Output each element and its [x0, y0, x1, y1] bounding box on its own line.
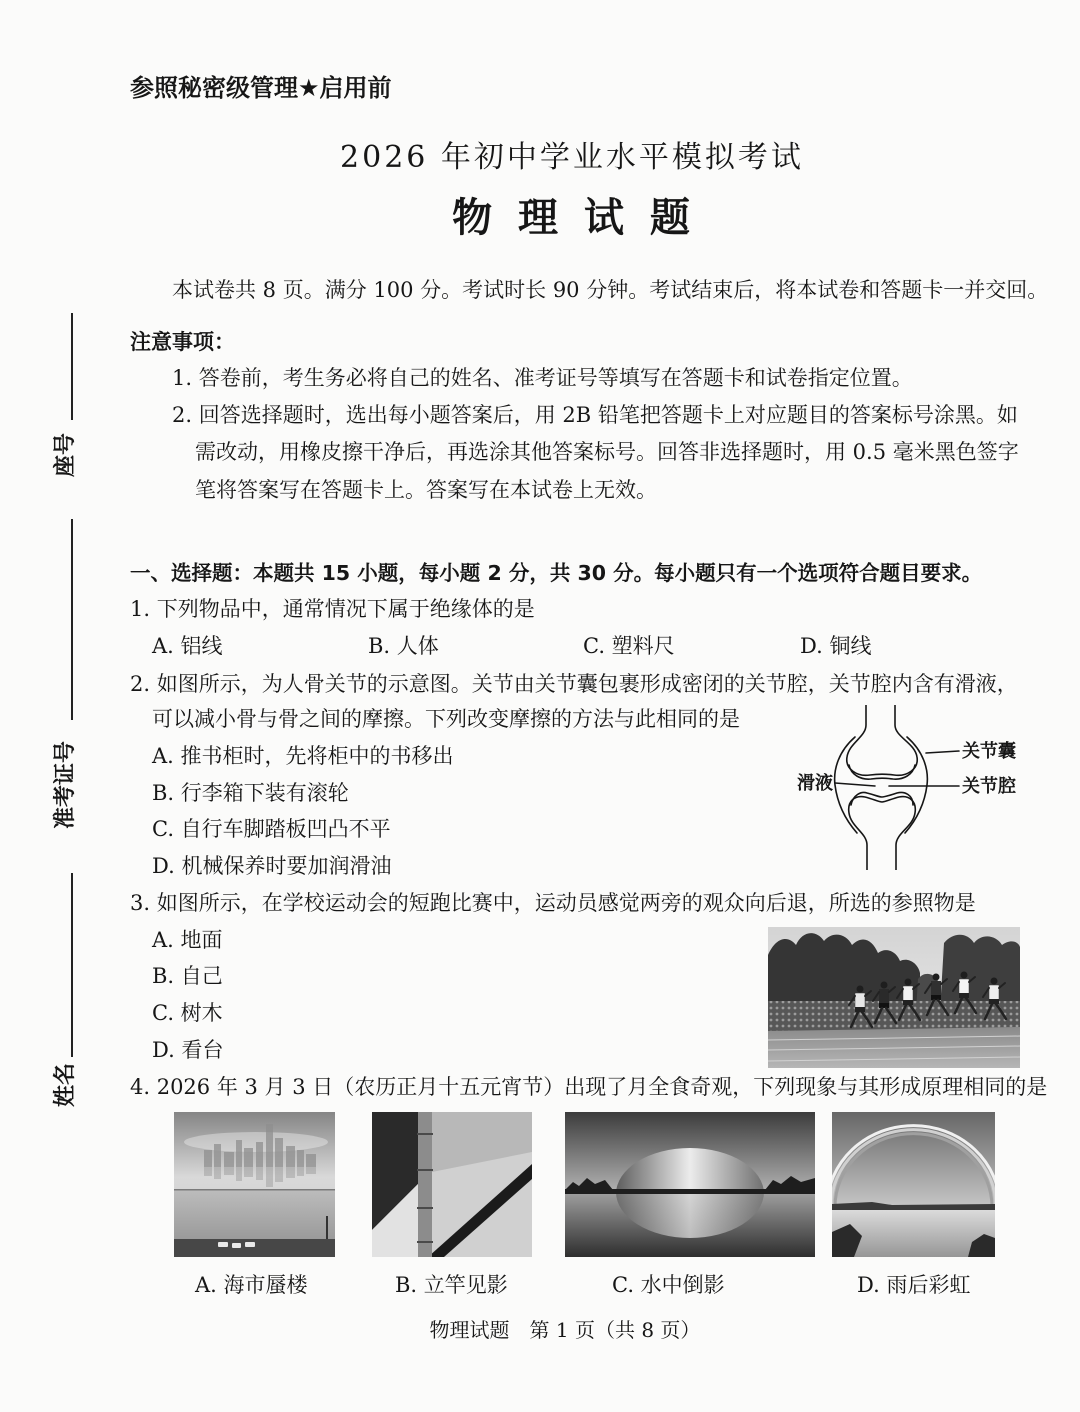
notice-item-2-line-1: 2. 回答选择题时，选出每小题答案后，用 2B 铅笔把答题卡上对应题目的答案标号涂黑。如 [172, 403, 1018, 427]
question-4-option-c: C. 水中倒影 [612, 1273, 725, 1297]
notice-item-1: 1. 答卷前，考生务必将自己的姓名、准考证号等填写在答题卡和试卷指定位置。 [172, 366, 913, 390]
question-2-option-d: D. 机械保养时要加润滑油 [152, 854, 392, 878]
sprint-race-photo [768, 927, 1020, 1068]
question-1-option-c: C. 塑料尺 [583, 634, 675, 658]
lower-cartilage [851, 793, 913, 806]
street-lamp [326, 1216, 328, 1240]
joint-capsule-right [905, 737, 927, 833]
secrecy-notice: 参照秘密级管理★启用前 [130, 74, 392, 102]
question-4-option-b: B. 立竿见影 [395, 1273, 508, 1297]
upper-cartilage [849, 765, 915, 779]
leader-line-capsule [926, 751, 959, 753]
pole-shadow-photo [372, 1112, 532, 1257]
question-1-option-b: B. 人体 [368, 634, 439, 658]
question-2-stem-line-1: 2. 如图所示，为人骨关节的示意图。关节由关节囊包裹形成密闭的关节腔，关节腔内含有滑液， [130, 672, 1018, 696]
upper-bone [847, 705, 917, 775]
water-reflection-photo [565, 1112, 815, 1257]
question-4-option-d: D. 雨后彩虹 [857, 1273, 971, 1297]
question-1-option-a: A. 铝线 [152, 634, 223, 658]
exam-title: 2026 年初中学业水平模拟考试 [340, 140, 804, 175]
rainbow-photo [832, 1112, 995, 1257]
notice-item-2-line-3: 笔将答案写在答题卡上。答案写在本试卷上无效。 [195, 478, 657, 502]
section-heading: 一、选择题：本题共 15 小题，每小题 2 分，共 30 分。每小题只有一个选项符合题目要求。 [130, 561, 983, 585]
sea [174, 1190, 335, 1240]
page-footer: 物理试题 第 1 页（共 8 页） [429, 1318, 701, 1342]
label-joint-cavity: 关节腔 [962, 776, 1016, 797]
notice-item-2-line-2: 需改动，用橡皮擦干净后，再选涂其他答案标号。回答非选择题时，用 0.5 毫米黑色签字 [195, 440, 1019, 464]
question-3-option-a: A. 地面 [152, 928, 223, 952]
seat-number-label: 座号 [53, 433, 78, 478]
question-2-stem-line-2: 可以减小骨与骨之间的摩擦。下列改变摩擦的方法与此相同的是 [152, 707, 740, 731]
subject-title: 物 理 试 题 [452, 195, 696, 241]
exam-id-blank-line [71, 519, 73, 720]
name-blank-line [71, 873, 73, 1057]
question-3-option-c: C. 树木 [152, 1001, 223, 1025]
label-synovial-fluid: 滑液 [797, 773, 833, 794]
question-1-option-d: D. 铜线 [800, 634, 872, 658]
question-3-option-b: B. 自己 [152, 964, 223, 988]
exam-intro: 本试卷共 8 页。满分 100 分。考试时长 90 分钟。考试结束后，将本试卷和答题卡一并交回。 [172, 278, 1049, 302]
question-1-stem: 1. 下列物品中，通常情况下属于绝缘体的是 [130, 597, 535, 621]
name-label: 姓名 [53, 1063, 78, 1108]
joint-diagram [795, 705, 1025, 870]
notice-heading: 注意事项： [130, 330, 235, 354]
question-2-option-b: B. 行李箱下装有滚轮 [152, 781, 349, 805]
seat-number-blank-line [71, 313, 73, 420]
question-2-option-c: C. 自行车脚踏板凹凸不平 [152, 817, 391, 841]
horizon-line [174, 1189, 335, 1191]
question-3-stem: 3. 如图所示，在学校运动会的短跑比赛中，运动员感觉两旁的观众向后退，所选的参照物是 [130, 891, 976, 915]
leader-line-fluid [835, 783, 875, 786]
question-4-stem: 4. 2026 年 3 月 3 日（农历正月十五元宵节）出现了月全食奇观，下列现象与其形成原理相同的是 [130, 1075, 1048, 1099]
question-2-option-a: A. 推书柜时，先将柜中的书移出 [152, 744, 454, 768]
mirage-photo [174, 1112, 335, 1257]
label-joint-capsule: 关节囊 [962, 741, 1016, 762]
question-4-option-a: A. 海市蜃楼 [195, 1273, 308, 1297]
coastal-road [174, 1239, 335, 1257]
question-3-option-d: D. 看台 [152, 1038, 224, 1062]
exam-id-label: 准考证号 [53, 741, 78, 830]
